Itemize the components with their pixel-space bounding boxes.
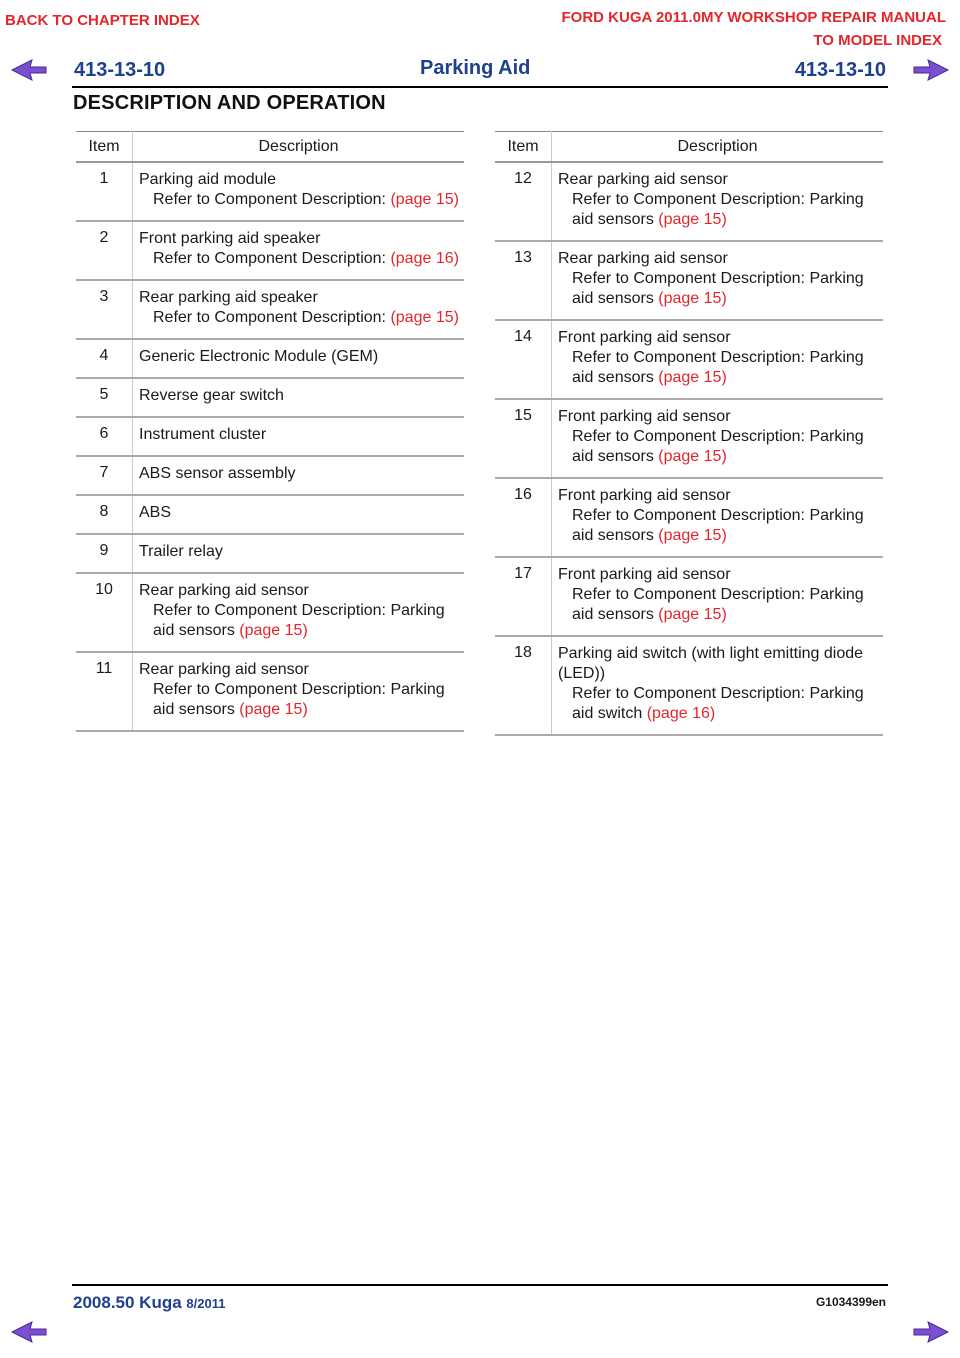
- section-number-right: 413-13-10: [794, 59, 886, 81]
- item-description-cell: [133, 573, 465, 652]
- item-description-cell: [133, 221, 465, 280]
- item-number: 10: [76, 573, 133, 652]
- component-reference: [139, 601, 460, 641]
- item-number: 4: [76, 339, 133, 378]
- item-description-cell: [133, 280, 465, 339]
- item-description: Instrument cluster: [139, 426, 267, 443]
- reference-text: Refer to Component Description: Parking aid sensors: [572, 349, 864, 386]
- page-reference-link[interactable]: (page 15): [658, 527, 727, 544]
- page-reference-link[interactable]: (page 15): [658, 448, 727, 465]
- item-number: 7: [76, 456, 133, 495]
- table-row: [76, 573, 464, 652]
- reference-text: Refer to Component Description: Parking aid sensors: [153, 602, 445, 639]
- item-description: Front parking aid speaker: [139, 230, 321, 247]
- table-row: [495, 557, 883, 636]
- table-row: [76, 417, 464, 456]
- item-number: 14: [495, 320, 552, 399]
- table-row: [76, 221, 464, 280]
- item-description: Front parking aid sensor: [558, 329, 731, 346]
- component-table-right: [495, 131, 883, 736]
- table-row: [76, 456, 464, 495]
- item-description-cell: [552, 399, 884, 478]
- item-description-cell: [133, 495, 465, 534]
- page-reference-link[interactable]: (page 16): [646, 705, 716, 722]
- item-description: Trailer relay: [139, 543, 223, 560]
- column-header-item: Item: [76, 132, 133, 163]
- prev-page-arrow-icon[interactable]: [10, 58, 48, 82]
- item-description: ABS sensor assembly: [139, 465, 296, 482]
- footer-edition-name: 2008.50 Kuga: [73, 1293, 182, 1312]
- page-reference-link[interactable]: (page 15): [390, 191, 459, 208]
- reference-text: Refer to Component Description: Parking aid switch: [572, 685, 864, 722]
- item-description-cell: [133, 378, 465, 417]
- component-reference: [558, 585, 879, 625]
- page-reference-link[interactable]: (page 15): [658, 606, 727, 623]
- figure-code: G1034399en: [815, 1295, 886, 1309]
- item-description-cell: [133, 534, 465, 573]
- manual-title-link[interactable]: FORD KUGA 2011.0MY WORKSHOP REPAIR MANUAL: [561, 9, 946, 26]
- column-header-item: Item: [495, 132, 552, 163]
- item-description-cell: [133, 339, 465, 378]
- table-row: [76, 652, 464, 731]
- item-description: Parking aid switch (with light emitting diode (LED)): [558, 645, 864, 682]
- item-number: 18: [495, 636, 552, 735]
- table-row: [495, 241, 883, 320]
- item-number: 17: [495, 557, 552, 636]
- item-description-cell: [552, 162, 884, 241]
- reference-text: Refer to Component Description: Parking aid sensors: [572, 191, 864, 228]
- component-reference: [558, 684, 879, 724]
- component-reference: [558, 348, 879, 388]
- item-description-cell: [133, 417, 465, 456]
- component-reference: [558, 427, 879, 467]
- reference-text: Refer to Component Description: Parking aid sensors: [572, 428, 864, 465]
- item-number: 12: [495, 162, 552, 241]
- table-row: [76, 280, 464, 339]
- item-description: Front parking aid sensor: [558, 487, 731, 504]
- next-page-arrow-icon[interactable]: [912, 1320, 950, 1344]
- item-description: Front parking aid sensor: [558, 408, 731, 425]
- page-reference-link[interactable]: (page 15): [239, 622, 308, 639]
- reference-text: Refer to Component Description: Parking aid sensors: [572, 586, 864, 623]
- item-description-cell: [133, 162, 465, 221]
- item-description: Parking aid module: [139, 171, 276, 188]
- component-reference: [139, 249, 460, 269]
- component-table-left: [76, 131, 464, 732]
- item-description: Reverse gear switch: [139, 387, 284, 404]
- item-description-cell: [552, 557, 884, 636]
- item-number: 13: [495, 241, 552, 320]
- table-row: [76, 534, 464, 573]
- section-number-left: 413-13-10: [74, 59, 166, 81]
- item-description: Front parking aid sensor: [558, 566, 731, 583]
- item-number: 8: [76, 495, 133, 534]
- table-row: [76, 378, 464, 417]
- item-description-cell: [552, 241, 884, 320]
- item-description: Rear parking aid speaker: [139, 289, 318, 306]
- component-reference: [558, 506, 879, 546]
- table-row: [76, 339, 464, 378]
- section-heading: DESCRIPTION AND OPERATION: [73, 92, 386, 114]
- item-description-cell: [552, 320, 884, 399]
- item-number: 1: [76, 162, 133, 221]
- page-reference-link[interactable]: (page 15): [658, 211, 727, 228]
- item-description: Rear parking aid sensor: [139, 582, 309, 599]
- table-row: [495, 636, 883, 735]
- component-reference: [139, 308, 460, 328]
- table-row: [76, 495, 464, 534]
- item-description: Generic Electronic Module (GEM): [139, 348, 379, 365]
- back-to-chapter-index-link[interactable]: BACK TO CHAPTER INDEX: [5, 12, 200, 29]
- page-reference-link[interactable]: (page 15): [390, 309, 459, 326]
- item-description: Rear parking aid sensor: [558, 171, 728, 188]
- item-description-cell: [133, 456, 465, 495]
- prev-page-arrow-icon[interactable]: [10, 1320, 48, 1344]
- component-reference: [558, 269, 879, 309]
- item-description-cell: [552, 478, 884, 557]
- item-number: 16: [495, 478, 552, 557]
- item-description-cell: [552, 636, 884, 735]
- item-number: 2: [76, 221, 133, 280]
- component-reference: [139, 680, 460, 720]
- item-number: 5: [76, 378, 133, 417]
- page-reference-link[interactable]: (page 15): [658, 290, 727, 307]
- header-rule: [72, 86, 888, 88]
- item-number: 3: [76, 280, 133, 339]
- page-title: Parking Aid: [420, 57, 531, 79]
- component-reference: [139, 190, 460, 210]
- item-number: 11: [76, 652, 133, 731]
- reference-text: Refer to Component Description: Parking aid sensors: [572, 507, 864, 544]
- table-row: [76, 162, 464, 221]
- item-description: Rear parking aid sensor: [558, 250, 728, 267]
- column-header-description: Description: [133, 132, 465, 163]
- item-number: 9: [76, 534, 133, 573]
- page-reference-link[interactable]: (page 15): [658, 369, 727, 386]
- footer-edition: [73, 1293, 225, 1313]
- item-description-cell: [133, 652, 465, 731]
- item-description: ABS: [139, 504, 172, 521]
- model-index-link[interactable]: TO MODEL INDEX: [813, 32, 942, 49]
- page-reference-link[interactable]: (page 15): [239, 701, 308, 718]
- page-reference-link[interactable]: (page 16): [390, 250, 459, 267]
- reference-text: Refer to Component Description: Parking aid sensors: [153, 681, 445, 718]
- reference-text: Refer to Component Description:: [153, 191, 386, 208]
- component-reference: [558, 190, 879, 230]
- table-row: [495, 162, 883, 241]
- item-description: Rear parking aid sensor: [139, 661, 309, 678]
- table-row: [495, 320, 883, 399]
- next-page-arrow-icon[interactable]: [912, 58, 950, 82]
- item-number: 15: [495, 399, 552, 478]
- footer-rule: [72, 1284, 888, 1286]
- table-row: [495, 399, 883, 478]
- footer-date: 8/2011: [186, 1296, 226, 1311]
- reference-text: Refer to Component Description: Parking aid sensors: [572, 270, 864, 307]
- item-number: 6: [76, 417, 133, 456]
- column-header-description: Description: [552, 132, 884, 163]
- reference-text: Refer to Component Description:: [153, 309, 386, 326]
- reference-text: Refer to Component Description:: [153, 250, 386, 267]
- table-row: [495, 478, 883, 557]
